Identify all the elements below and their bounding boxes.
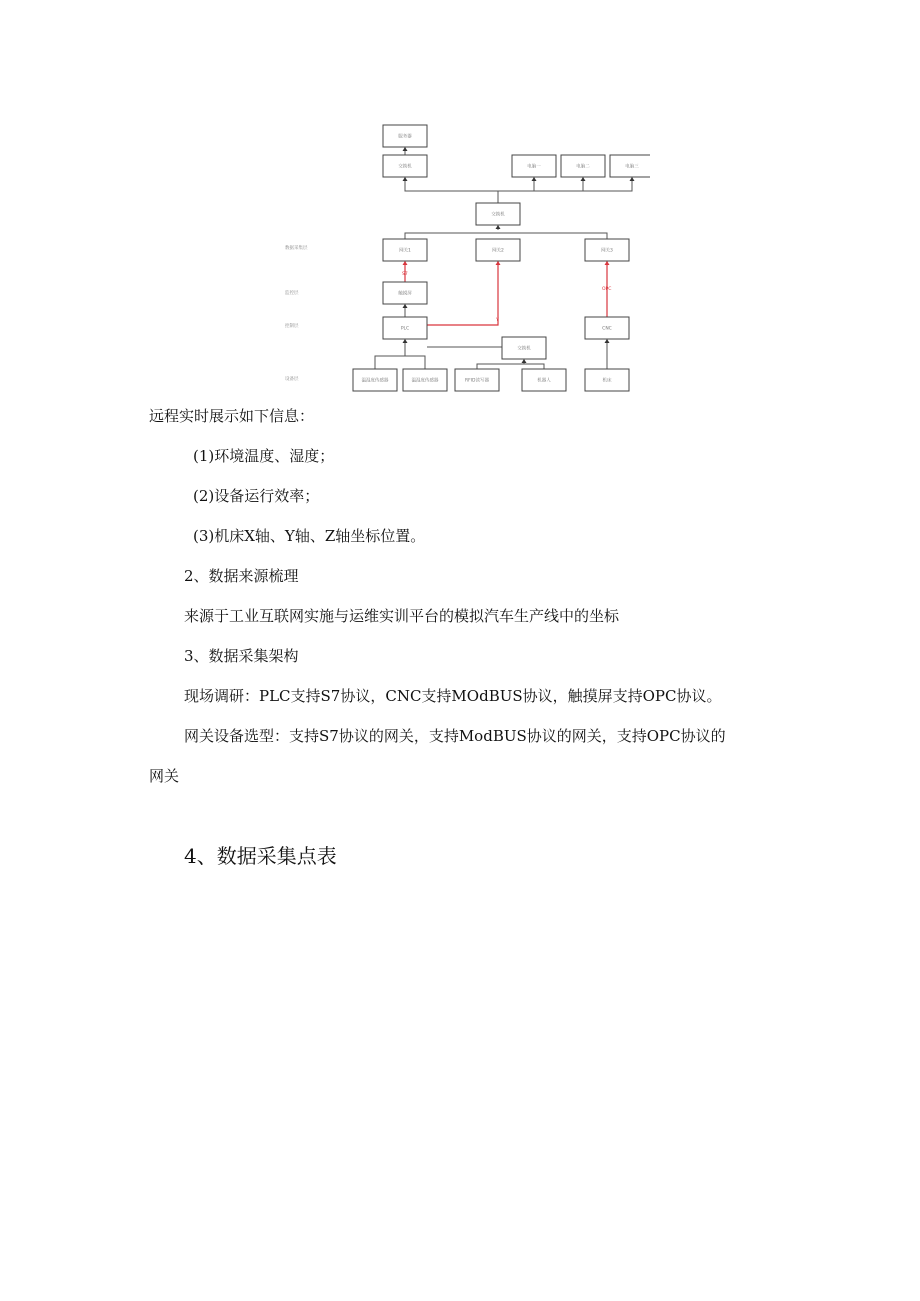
node-label: 交换机 [398, 164, 412, 170]
section-4-title: 4、数据采集点表 [184, 844, 337, 868]
arrow-head [496, 225, 501, 229]
intro-text: 远程实时展示如下信息： [149, 407, 315, 425]
node-label: 交换机 [491, 212, 505, 218]
node-label: 机床 [602, 378, 612, 384]
diagram-node-d5 [585, 369, 629, 391]
diagram-node-d1 [353, 369, 397, 391]
arrow-head [605, 261, 610, 265]
layer-label: 设备层 [285, 377, 299, 382]
diagram-node-sw1 [383, 155, 427, 177]
arrow-head [532, 177, 537, 181]
section-3-survey: 现场调研：PLC支持S7协议，CNC支持MOdBUS协议，触摸屏支持OPC协议。 [184, 687, 722, 705]
node-label: 电脑二 [576, 164, 590, 170]
arrow-head [403, 147, 408, 151]
diagram-node-d4 [522, 369, 566, 391]
edge-switch-pc3 [498, 177, 632, 191]
arrow-head [403, 177, 408, 181]
section-3-gateway-cont: 网关 [149, 767, 180, 785]
info-item-1: (1)环境温度、湿度； [193, 447, 335, 465]
node-label: PLC [400, 326, 410, 332]
arrow-head [630, 177, 635, 181]
node-label: 服务器 [398, 134, 412, 140]
layer-label: 监控层 [285, 291, 299, 296]
diagram-node-gw1 [383, 239, 427, 261]
layer-label: 控制层 [285, 324, 299, 329]
node-label: 网关2 [492, 248, 504, 254]
edge-devices-bus [477, 364, 544, 369]
node-label: 网关1 [399, 248, 411, 254]
diagram-node-cnc [585, 317, 629, 339]
diagram-node-d2 [403, 369, 447, 391]
node-label: CNC [602, 326, 612, 332]
diagram-node-hmi [383, 282, 427, 304]
arrow-head [403, 261, 408, 265]
node-label: 机器人 [537, 378, 551, 384]
edge-label: S7 [402, 272, 408, 277]
arrow-head [496, 261, 501, 265]
section-3-title: 3、数据采集架构 [184, 647, 299, 665]
info-item-2: (2)设备运行效率； [193, 487, 320, 505]
arrow-head [403, 339, 408, 343]
node-label: 温湿度传感器 [361, 378, 389, 384]
diagram-node-gw2 [476, 239, 520, 261]
edge-plc-gateway2 [427, 261, 498, 325]
diagram-node-pc2 [561, 155, 605, 177]
diagram-node-top [383, 125, 427, 147]
diagram-node-pc1 [512, 155, 556, 177]
layer-label: 数据采集层 [285, 246, 308, 251]
diagram-node-d3 [455, 369, 499, 391]
node-label: 电脑三 [625, 164, 639, 170]
diagram-node-sw2 [476, 203, 520, 225]
edge-switch-pc1 [498, 177, 534, 191]
edge-sensors-bus [375, 356, 425, 369]
edge-label: OPC [602, 287, 612, 292]
section-3-gateway: 网关设备选型：支持S7协议的网关，支持ModBUS协议的网关，支持OPC协议的 [184, 727, 726, 745]
arrow-head [522, 359, 527, 363]
node-label: 温湿度传感器 [411, 378, 439, 384]
node-label: 交换机 [517, 346, 531, 352]
arrow-head [581, 177, 586, 181]
node-label: 网关3 [601, 248, 613, 254]
node-label: 触摸屏 [398, 291, 412, 297]
edge-switch-switch [405, 177, 498, 203]
info-item-3: (3)机床X轴、Y轴、Z轴坐标位置。 [193, 527, 426, 545]
diagram-node-pc3 [610, 155, 650, 177]
diagram-node-gw3 [585, 239, 629, 261]
edge-switch-pc2 [498, 177, 583, 191]
diagram-node-sw3 [502, 337, 546, 359]
architecture-diagram [280, 115, 650, 395]
section-2-title: 2、数据来源梳理 [184, 567, 299, 585]
edge-label: Y [496, 318, 499, 323]
arrow-head [403, 304, 408, 308]
edge-gateways-bus [405, 233, 607, 239]
node-label: RFID读写器 [464, 378, 490, 384]
node-label: 电脑一 [527, 164, 541, 170]
diagram-node-plc [383, 317, 427, 339]
arrow-head [605, 339, 610, 343]
section-2-text: 来源于工业互联网实施与运维实训平台的模拟汽车生产线中的坐标 [184, 607, 620, 625]
